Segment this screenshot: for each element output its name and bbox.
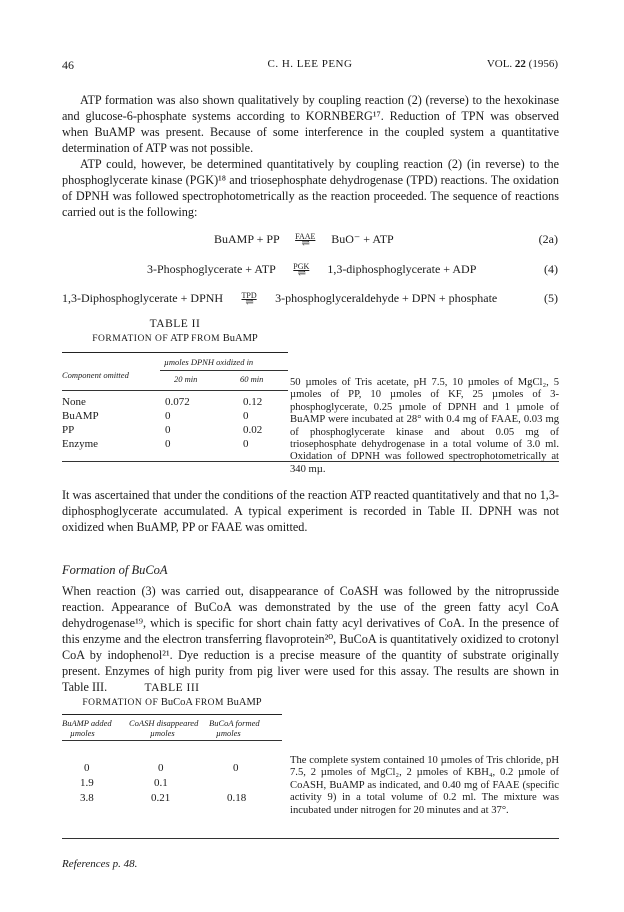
table2-cell: 0 <box>165 410 171 422</box>
table3-col-added: BuAMP added <box>62 718 112 728</box>
table2-cell: 0 <box>165 438 171 450</box>
table3-title: TABLE III <box>144 682 200 694</box>
running-header <box>62 58 558 74</box>
equation-2a: BuAMP + PP FAAE ⇌ BuO⁻ + ATP <box>214 231 394 249</box>
table3-cell: 1.9 <box>80 777 94 789</box>
table2-caption: FORMATION OF ATP FROM BuAMP <box>92 333 258 344</box>
paragraph-atp-qualitative: ATP formation was also shown qualitatively by coupling reaction (2) (reverse) to the hexokinase and glucose-6-phosphate systems according to KORNBERG¹⁷. Reduction of TPN was observed when BuAMP was present. Because of some interference in the coupled system a quantitative determination of ATP was not possible. <box>62 93 559 155</box>
equation-number: (4) <box>544 262 558 276</box>
table2-cell: 0 <box>243 410 249 422</box>
table2-cell: 0.12 <box>243 396 263 408</box>
table3-cell: 0 <box>233 762 239 774</box>
table2-cell: 0.02 <box>243 424 263 436</box>
running-author: C. H. LEE PENG <box>267 58 353 70</box>
table3-cell: 0.1 <box>154 777 168 789</box>
table2-footnote: 50 µmoles of Tris acetate, pH 7.5, 10 µmoles of MgCl₂, 5 µmoles of PP, 10 µmoles of KF, 25 µmoles of 3-phosphoglycerate, 0.25 µmole of DPNH and 1 µmole of BuAMP were incubated at 28° with 0.4 mg of FAAE, 0.03 mg of phosphoglycerate kinase and about 0.05 mg of triosephosphate dehydrogenase in a total volume of 3.0 ml. Oxidation of DPNH was followed spectrophotometrically at 340 mµ. <box>290 377 559 475</box>
table3-col-disappeared: CoASH disappeared <box>129 718 199 728</box>
page-number: 46 <box>62 58 74 72</box>
table3-caption: FORMATION OF BuCoA FROM BuAMP <box>82 697 262 708</box>
table3-cell: 0 <box>84 762 90 774</box>
table3-col-disappeared-unit: µmoles <box>150 728 175 738</box>
table2-col-20: 20 min <box>174 374 198 384</box>
table2-col-component: Component omitted <box>62 370 129 380</box>
table3-col-added-unit: µmoles <box>70 728 95 738</box>
table2-title: TABLE II <box>149 318 201 330</box>
table3-cell: 3.8 <box>80 792 94 804</box>
section-heading-bucoa: Formation of BuCoA <box>62 563 168 577</box>
equilibrium-arrow: TPD ⇌ <box>241 290 257 308</box>
table2-cell: 0 <box>243 438 249 450</box>
table3-cell: 0.18 <box>227 792 247 804</box>
equation-5: 1,3-Diphosphoglycerate + DPNH TPD ⇌ 3-phosphoglyceraldehyde + DPN + phosphate <box>62 290 498 308</box>
table3-footnote: The complete system contained 10 µmoles of Tris chloride, pH 7.5, 2 µmoles of MgCl₂, 2 µmoles of KBH₄, 0.2 µmole of CoASH, BuAMP as indicated, and 0.40 mg of FAAE (specific activity 9) in a total volume of 0.2 ml. The mixture was incubated under nitrogen for 20 minutes and at 37°. <box>290 755 559 816</box>
equilibrium-arrow: FAAE ⇌ <box>295 231 316 249</box>
table2-cell: 0 <box>165 424 171 436</box>
table2-cell: 0.072 <box>165 396 190 408</box>
table3-col-formed-unit: µmoles <box>216 728 241 738</box>
volume-info: VOL. 22 (1956) <box>486 58 558 70</box>
table3-cell: 0.21 <box>151 792 171 804</box>
table3-col-formed: BuCoA formed <box>209 718 260 728</box>
references-pointer: References p. 48. <box>62 858 138 870</box>
paragraph-atp-result: It was ascertained that under the conditions of the reaction ATP reacted quantitatively and that no 1,3-diphosphoglycerate accumulated. A typical experiment is recorded in Table II. DPNH was not oxidized when BuAMP, PP or FAAE was omitted. <box>62 488 559 534</box>
equation-number: (2a) <box>538 232 558 246</box>
equation-number: (5) <box>544 291 558 305</box>
paragraph-atp-quantitative: ATP could, however, be determined quantitatively by coupling reaction (2) (in reverse) to the phosphoglycerate kinase (PGK)¹⁸ and triosephosphate dehydrogenase (TPD) reactions. The oxidation of DPNH was followed spectrophotometrically as the reaction proceeded. The sequence of reactions carried out is the following: <box>62 157 559 219</box>
table2-row-component: BuAMP <box>62 410 99 422</box>
table3-cell: 0 <box>158 762 164 774</box>
paragraph-bucoa: When reaction (3) was carried out, disappearance of CoASH was followed by the nitroprusside reaction. Appearance of BuCoA was demonstrated by the use of the green fatty acyl CoA dehydrogenase¹⁹, which is specific for short chain fatty acyl derivatives of CoA. In the presence of this enzyme and the electron transferring flavoprotein²⁰, BuCoA is quantitatively oxidized to crotonyl CoA by indophenol²¹. Dye reduction is a precise measure of the quantity of substrate originally present. Enzymes of high purity from pig liver were used for this assay. The results are shown in Table III. <box>62 584 559 694</box>
table2-row-component: Enzyme <box>62 438 99 450</box>
table2-col-group: µmoles DPNH oxidized in <box>164 357 254 367</box>
table2-row-component: PP <box>62 424 75 436</box>
table2-row-component: None <box>62 396 86 408</box>
equation-4: 3-Phosphoglycerate + ATP PGK ⇌ 1,3-diphosphoglycerate + ADP <box>147 261 477 279</box>
equilibrium-arrow: PGK ⇌ <box>293 261 310 279</box>
table2-col-60: 60 min <box>240 374 264 384</box>
